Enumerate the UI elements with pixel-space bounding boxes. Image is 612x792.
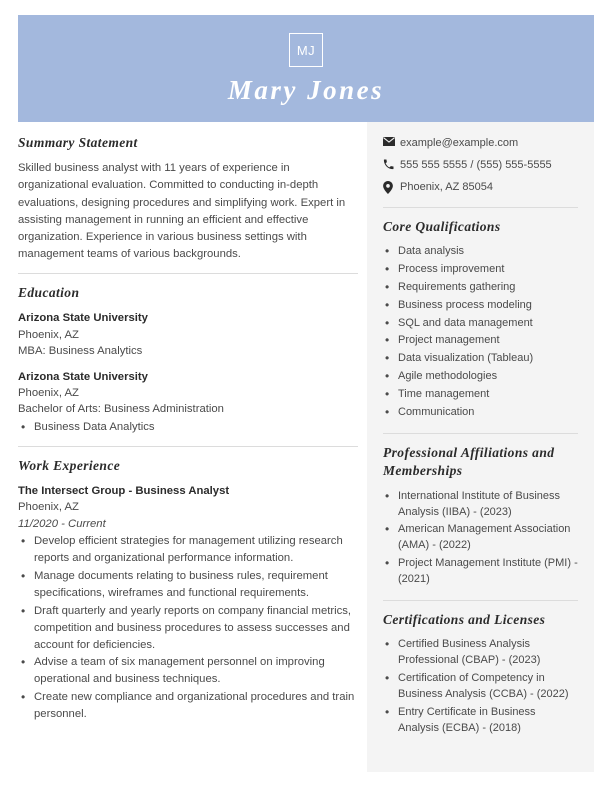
list-item: • American Management Association (AMA) - (2022) bbox=[383, 522, 578, 554]
section-divider bbox=[18, 446, 358, 447]
education-degree: Bachelor of Arts: Business Administration bbox=[18, 403, 224, 416]
core-qualifications-heading: Core Qualifications bbox=[383, 218, 501, 234]
work-title: The Intersect Group - Business Analyst bbox=[18, 484, 230, 497]
certifications-section bbox=[383, 611, 578, 737]
list-item: • International Institute of Business Analysis (IIBA) - (2023) bbox=[383, 489, 578, 521]
education-section bbox=[18, 284, 358, 435]
list-item: • Advise a team of six management personnel on improving operational and business techniques. bbox=[18, 654, 358, 688]
list-item: • Develop efficient strategies for management utilizing research reports and organizational performance information. bbox=[18, 533, 358, 567]
contact-phone-row[interactable] bbox=[383, 158, 578, 173]
list-item: • Agile methodologies bbox=[383, 369, 578, 385]
education-entry bbox=[18, 310, 358, 359]
list-item: • Create new compliance and organizational procedures and train personnel. bbox=[18, 689, 358, 723]
sidebar-divider bbox=[383, 600, 578, 601]
list-item: • Certification of Competency in Business Analysis (CCBA) - (2022) bbox=[383, 671, 578, 703]
envelope-icon bbox=[383, 136, 400, 146]
work-location: Phoenix, AZ bbox=[18, 501, 79, 514]
list-item: • Communication bbox=[383, 405, 578, 421]
list-item: • Entry Certificate in Business Analysis (ECBA) - (2018) bbox=[383, 705, 578, 737]
education-bullets bbox=[18, 419, 358, 436]
education-location: Phoenix, AZ bbox=[18, 386, 79, 399]
list-item: • Certified Business Analysis Professional (CBAP) - (2023) bbox=[383, 637, 578, 669]
sidebar-column bbox=[367, 122, 594, 772]
education-location: Phoenix, AZ bbox=[18, 328, 79, 341]
monogram-initials: MJ bbox=[296, 42, 316, 58]
contact-location-row[interactable] bbox=[383, 180, 578, 195]
affiliations-section bbox=[383, 444, 578, 588]
list-item: • Manage documents relating to business rules, requirement specifications, wireframes and functional requirements. bbox=[18, 568, 358, 602]
list-item: • SQL and data management bbox=[383, 316, 578, 332]
affiliations-heading: Professional Affiliations and Memberships bbox=[383, 445, 555, 479]
list-item: • Project management bbox=[383, 333, 578, 349]
list-item: • Business Data Analytics bbox=[18, 419, 358, 436]
summary-text: Skilled business analyst with 11 years of experience in organizational evaluation. Committed to conducting in-depth evaluations, designing procedures and simplifying work. Expert in assisting management in running an efficient and effective organization. Experience in various business settings with management teams of various backgrounds. bbox=[18, 162, 346, 260]
sidebar-divider bbox=[383, 207, 578, 208]
list-item: • Draft quarterly and yearly reports on company financial metrics, competition and business procedures to assess successes and account for deficiencies. bbox=[18, 603, 358, 654]
summary-section bbox=[18, 134, 358, 263]
section-divider bbox=[18, 273, 358, 274]
education-entry bbox=[18, 369, 358, 436]
contact-location: Phoenix, AZ 85054 bbox=[400, 180, 493, 193]
list-item: • Time management bbox=[383, 387, 578, 403]
list-item: • Data visualization (Tableau) bbox=[383, 351, 578, 367]
map-pin-icon bbox=[383, 180, 400, 194]
summary-heading: Summary Statement bbox=[18, 135, 138, 150]
education-school: Arizona State University bbox=[18, 370, 148, 383]
work-dates: 11/2020 - Current bbox=[18, 517, 106, 530]
list-item: • Requirements gathering bbox=[383, 280, 578, 296]
list-item: • Project Management Institute (PMI) - (2021) bbox=[383, 556, 578, 588]
work-bullets bbox=[18, 533, 358, 723]
sidebar-divider bbox=[383, 433, 578, 434]
header-banner bbox=[18, 15, 594, 122]
contact-phone: 555 555 5555 / (555) 555-5555 bbox=[400, 158, 552, 171]
contact-section bbox=[383, 136, 578, 195]
core-qualifications-section bbox=[383, 218, 578, 422]
main-column bbox=[18, 134, 358, 732]
education-school: Arizona State University bbox=[18, 312, 148, 325]
list-item: • Business process modeling bbox=[383, 298, 578, 314]
candidate-name: Mary Jones bbox=[227, 75, 385, 105]
education-degree: MBA: Business Analytics bbox=[18, 345, 143, 358]
monogram-badge bbox=[289, 33, 323, 67]
contact-email-row[interactable] bbox=[383, 136, 578, 151]
affiliations-list bbox=[383, 489, 578, 589]
certifications-list bbox=[383, 637, 578, 737]
phone-icon bbox=[383, 158, 400, 170]
list-item: • Process improvement bbox=[383, 262, 578, 278]
work-entry bbox=[18, 483, 358, 723]
work-experience-section bbox=[18, 457, 358, 724]
core-qualifications-list bbox=[383, 244, 578, 421]
education-heading: Education bbox=[18, 285, 80, 301]
contact-email: example@example.com bbox=[400, 137, 519, 149]
certifications-heading: Certifications and Licenses bbox=[383, 612, 546, 628]
work-experience-heading: Work Experience bbox=[18, 457, 121, 473]
list-item: • Data analysis bbox=[383, 244, 578, 260]
